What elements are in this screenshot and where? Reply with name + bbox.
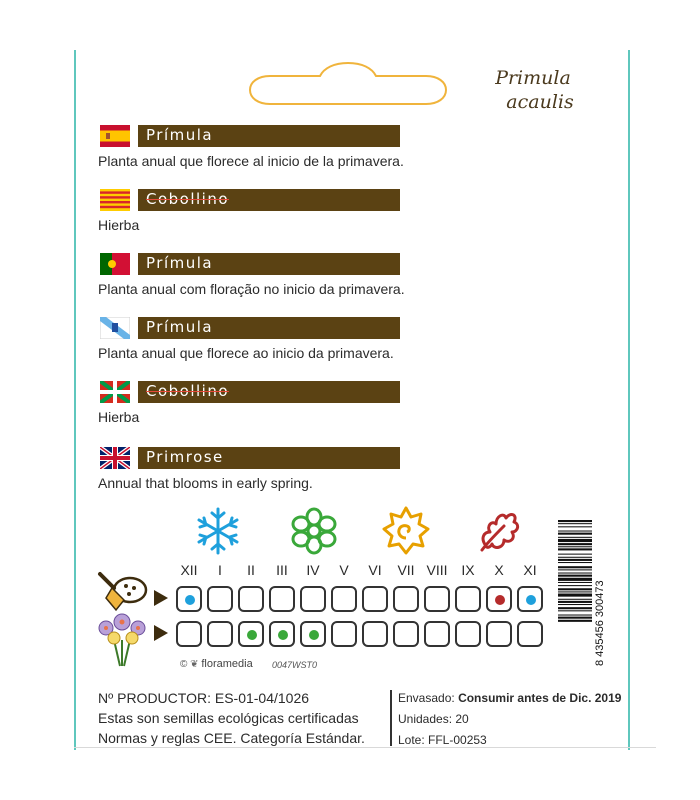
sowing-arrow-icon xyxy=(154,590,168,606)
month-cell xyxy=(362,621,388,647)
month-marker xyxy=(185,595,195,605)
month-label: X xyxy=(494,562,504,578)
product-code: 0047WST0 xyxy=(272,660,318,670)
name-bar xyxy=(138,125,400,147)
month-cell xyxy=(176,621,202,647)
month-cell xyxy=(238,621,264,647)
lang-block-english xyxy=(98,447,518,491)
month-label: VIII xyxy=(426,562,448,578)
month-marker xyxy=(278,630,288,640)
latin-name-genus: Primula xyxy=(495,67,571,89)
units: Unidades: 20 xyxy=(398,712,469,726)
month-marker xyxy=(309,630,319,640)
flowering-row xyxy=(176,621,544,649)
common-name: Prímula xyxy=(146,318,214,336)
common-name: Primrose xyxy=(146,448,224,466)
packed-label: Envasado: xyxy=(398,691,455,705)
snowflake-icon xyxy=(194,506,242,556)
description: Hierba xyxy=(98,409,140,425)
month-cell xyxy=(207,586,233,612)
month-label: XII xyxy=(180,562,198,578)
eec-norms: Normas y reglas CEE. Categoría Estándar. xyxy=(98,730,365,746)
description: Planta anual que florece al inicio de la primavera. xyxy=(98,153,404,169)
galicia-flag-icon xyxy=(100,317,130,339)
month-cell xyxy=(393,586,419,612)
spain-flag-icon xyxy=(100,125,130,147)
latin-name-species: acaulis xyxy=(506,91,574,113)
lang-block-basque xyxy=(98,381,518,425)
month-cell xyxy=(207,621,233,647)
lot: Lote: FFL-00253 xyxy=(398,733,487,747)
lang-block-catalan xyxy=(98,189,518,233)
right-border-line xyxy=(628,50,630,750)
left-border-line xyxy=(74,50,76,750)
brand-name: floramedia xyxy=(201,658,253,670)
month-cell xyxy=(455,621,481,647)
month-label: III xyxy=(276,562,288,578)
name-bar xyxy=(138,317,400,339)
month-cell xyxy=(424,621,450,647)
month-cell xyxy=(517,621,543,647)
portugal-flag-icon xyxy=(100,253,130,275)
credit xyxy=(180,658,318,670)
month-cell xyxy=(331,586,357,612)
barcode-bars xyxy=(558,520,592,622)
season-icons xyxy=(178,506,548,566)
common-name: Cobollino xyxy=(146,382,230,400)
lang-block-spanish xyxy=(98,125,518,169)
barcode-number: 8 435456 300473 xyxy=(594,580,606,666)
month-label: VI xyxy=(368,562,382,578)
month-cell xyxy=(269,621,295,647)
common-name: Prímula xyxy=(146,126,214,144)
common-name: Cobollino xyxy=(146,190,230,208)
name-bar xyxy=(138,189,400,211)
month-cell xyxy=(238,586,264,612)
barcode xyxy=(556,518,606,668)
month-cell xyxy=(269,586,295,612)
floramedia-logo-icon: ❦ xyxy=(190,659,199,670)
info-separator xyxy=(390,690,392,746)
lang-block-portuguese xyxy=(98,253,518,297)
flower-bouquet-icon xyxy=(92,610,152,668)
month-cell xyxy=(517,586,543,612)
month-label: II xyxy=(247,562,255,578)
description: Planta anual que florece ao inicio da primavera. xyxy=(98,345,394,361)
hang-hole-outline xyxy=(248,62,448,108)
flower-icon xyxy=(290,506,338,556)
sowing-row xyxy=(176,586,544,614)
packed-date xyxy=(398,688,621,709)
month-marker xyxy=(526,595,536,605)
month-cell xyxy=(455,586,481,612)
month-label: XI xyxy=(523,562,537,578)
common-name: Prímula xyxy=(146,254,214,272)
month-marker xyxy=(495,595,505,605)
organic-certification: Estas son semillas ecológicas certificadas xyxy=(98,710,359,726)
month-label: IX xyxy=(461,562,475,578)
trowel-seeds-icon xyxy=(96,566,152,614)
month-cell xyxy=(486,621,512,647)
lang-block-galician xyxy=(98,317,518,361)
producer-number: Nº PRODUCTOR: ES-01-04/1026 xyxy=(98,690,310,706)
name-bar xyxy=(138,253,400,275)
producer-info xyxy=(98,688,365,748)
month-cell xyxy=(424,586,450,612)
month-cell xyxy=(362,586,388,612)
flowering-arrow-icon xyxy=(154,625,168,641)
month-cell xyxy=(176,586,202,612)
month-label: V xyxy=(339,562,349,578)
description: Annual that blooms in early spring. xyxy=(98,475,313,491)
copyright-icon: © xyxy=(180,659,188,670)
description: Planta anual com floração no inicio da primavera. xyxy=(98,281,405,297)
month-cell xyxy=(300,586,326,612)
basque-flag-icon xyxy=(100,381,130,403)
catalonia-flag-icon xyxy=(100,189,130,211)
packaging-info xyxy=(398,688,621,751)
name-bar xyxy=(138,381,400,403)
month-label: IV xyxy=(306,562,320,578)
month-cell xyxy=(486,586,512,612)
month-label: VII xyxy=(397,562,415,578)
month-label: I xyxy=(218,562,222,578)
packed-value: Consumir antes de Dic. 2019 xyxy=(458,691,622,705)
month-cell xyxy=(331,621,357,647)
description: Hierba xyxy=(98,217,140,233)
month-marker xyxy=(247,630,257,640)
month-cell xyxy=(393,621,419,647)
uk-flag-icon xyxy=(100,447,130,469)
oak-leaf-icon xyxy=(474,506,522,556)
month-labels xyxy=(176,562,546,580)
month-cell xyxy=(300,621,326,647)
latin-name xyxy=(478,66,588,114)
name-bar xyxy=(138,447,400,469)
sun-icon xyxy=(382,506,430,556)
